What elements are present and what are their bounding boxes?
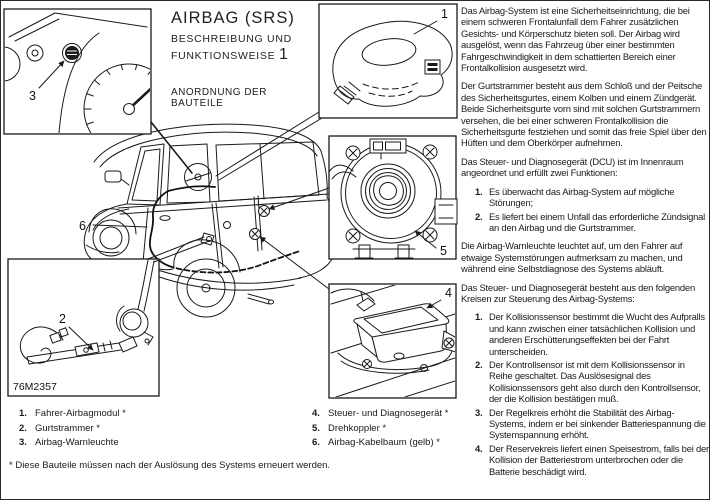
legend-number: 4. (312, 408, 320, 419)
list-item (475, 407, 709, 441)
legend-item (19, 436, 269, 451)
list-number: 1. (475, 311, 483, 323)
legend-number: 1. (19, 408, 27, 419)
list-number: 4. (475, 442, 483, 454)
legend-item (312, 407, 462, 422)
legend-item (19, 422, 269, 437)
callout-6-leader (93, 225, 147, 227)
legend-item (19, 407, 269, 422)
callout-harness: 6 (79, 219, 86, 233)
list-text: Der Regelkreis erhöht die Stabilität des Airbag-Systems, indem er bei sinkender Batteriespannung die Systemspannung erhöht. (489, 406, 706, 441)
airbag-warning-lamp (63, 44, 82, 63)
list-item (475, 359, 709, 405)
paragraph-warnleuchte: Die Airbag-Warnleuchte leuchtet auf, um den Fahrer auf etwaige Systemstörungen aufmerksam zu machen, und während eine Selbstdiagnose des Systems abläuft. (461, 240, 683, 275)
legend-footnote: * Diese Bauteile müssen nach der Auslösung des Systems erneuert werden. (9, 460, 331, 471)
list-text: Der Reservekreis liefert einen Speisestrom, falls bei der Kollision der Batteriestrom unterbrochen oder die Batterie beschädigt wird. (489, 442, 709, 477)
list-text: Es liefert bei einem Unfall das erforderliche Zündsignal an den Airbag und die Gurtstrammer. (489, 210, 705, 233)
list-text: Der Kollisionssensor bestimmt die Wucht des Aufpralls und kann zwischen einer tatsächlichen Kollision und anderen Erschütterungseffekten bei der Fahrt unterscheiden. (489, 311, 705, 357)
paragraph-gurtstrammer: Der Gurtstrammer besteht aus dem Schloß und der Peitsche des Sicherheitsgurtes, einem Kolben und einem Zündgerät. Beide Sicherheitsgurte vorn sind mit solchen Gurtstrammern versehen, die bei einer schweren Frontalkollision die Sicherheitsgurte festziehen und somit das freie Spiel über den Hüften und dem Oberkörper aufnehmen. (461, 80, 707, 149)
coupler-location-marker (259, 206, 270, 217)
description-text-column (461, 5, 709, 479)
legend-item (312, 422, 462, 437)
section-number: 1 (278, 45, 288, 63)
legend-label: Gurtstrammer * (35, 422, 100, 434)
list-number: 2. (475, 210, 483, 222)
legend-number: 2. (19, 422, 27, 434)
figure-heading: ANORDNUNG DER BAUTEILE (171, 87, 267, 110)
legend-label: Steuer- und Diagnosegerät * (328, 408, 449, 419)
callout-pretensioner: 2 (59, 312, 66, 326)
list-item (475, 186, 709, 209)
page-subtitle-line1: BESCHREIBUNG UND (171, 33, 292, 46)
side-mirror (105, 171, 121, 182)
page-title: AIRBAG (SRS) (171, 9, 295, 27)
callout-rotary-coupler: 5 (440, 244, 447, 258)
list-item (475, 311, 709, 357)
callout-airbag-module: 1 (441, 7, 448, 21)
dcu-to-car-leader (260, 237, 329, 289)
paragraph-dcu-intro: Das Steuer- und Diagnosegerät (DCU) ist im Innenraum angeordnet und erfüllt zwei Funktionen: (461, 155, 684, 179)
legend-label: Airbag-Warnleuchte (35, 437, 119, 448)
legend-label: Fahrer-Airbagmodul * (35, 408, 126, 419)
coupler-to-car-leader (269, 188, 329, 209)
list-text: Der Kontrollsensor ist mit dem Kollisionssensor in Reihe geschaltet. Das Auslösesignal des Kollisionssensors geht also durch den Kontrollsensor, der die Kollision bestätigen muß. (489, 358, 701, 405)
srs-label-tag (425, 60, 440, 74)
airbag-harness-line (150, 186, 300, 272)
dcu-location-marker (250, 229, 261, 240)
list-item (475, 211, 709, 234)
list-number: 2. (475, 358, 483, 370)
paragraph-airbag-system: Das Airbag-System ist eine Sicherheitseinrichtung, die bei einem schweren Frontalunfall dem Fahrer zusätzlichen Gesichts- und Körperschutz bieten soll. Der Airbag wird ausgelöst, wenn das Fahrzeug über einer bestimmten Fahrgeschwindigkeit in dem schattierten Bereich einer Frontalkollision ausgesetzt wird. (461, 5, 690, 74)
legend-label: Drehkoppler * (328, 422, 387, 434)
drawing-number: 76M2357 (13, 381, 57, 393)
list-item (475, 443, 709, 477)
callout-warning-lamp: 3 (29, 89, 36, 103)
legend-item (312, 436, 462, 451)
list-number: 3. (475, 406, 483, 418)
legend-number: 3. (19, 437, 27, 448)
title-block (171, 9, 316, 109)
list-number: 1. (475, 185, 483, 197)
paragraph-kreise-intro: Das Steuer- und Diagnosegerät besteht aus den folgenden Kreisen zur Steuerung des Airbag-Systems: (461, 281, 695, 304)
callout-control-unit: 4 (445, 286, 452, 300)
door-handle (160, 216, 170, 221)
legend-number: 5. (312, 422, 320, 434)
legend-label: Airbag-Kabelbaum (gelb) * (328, 437, 440, 448)
coupler-side-bracket (435, 199, 457, 224)
instrument-to-car-leader (151, 122, 192, 173)
legend-number: 6. (312, 437, 320, 448)
page-subtitle-line2: FUNKTIONSWEISE (171, 49, 276, 62)
list-text: Es überwacht das Airbag-System auf mögliche Störungen; (489, 185, 675, 209)
